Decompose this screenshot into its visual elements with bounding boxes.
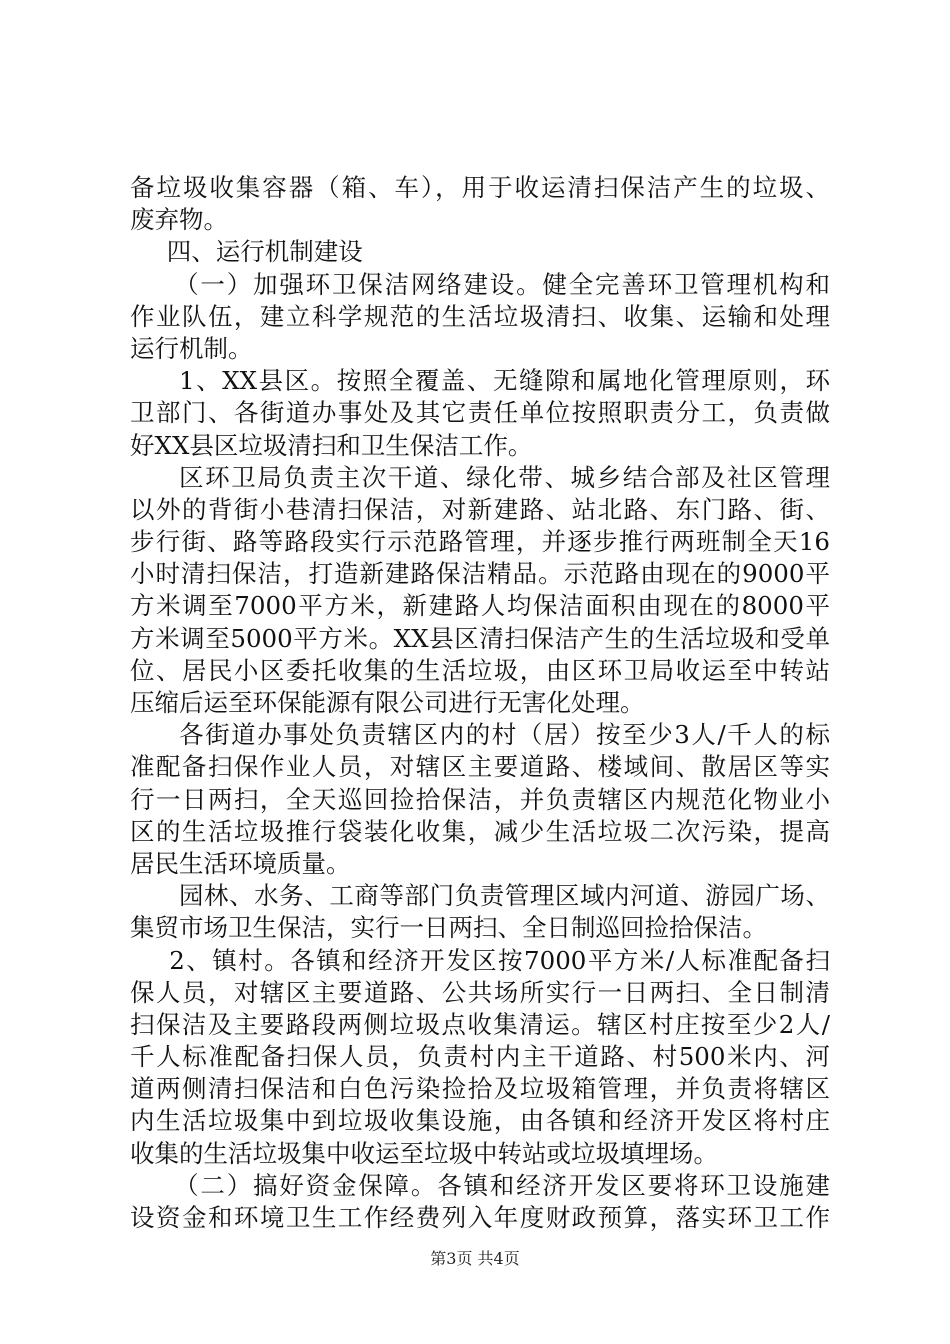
text-line: 保人员，对辖区主要道路、公共场所实行一日两扫、全日制清 <box>130 977 830 1007</box>
text-line: 设资金和环境卫生工作经费列入年度财政预算，落实环卫工作 <box>130 1203 830 1232</box>
text-line: 各街道办事处负责辖区内的村（居）按至少3人/千人的标 <box>179 720 830 750</box>
text-line: （二）搞好资金保障。各镇和经济开发区要将环卫设施建 <box>174 1170 830 1200</box>
text-line: 行一日两扫，全天巡回捡拾保洁，并负责辖区内规范化物业小 <box>130 784 830 814</box>
text-line: 位、居民小区委托收集的生活垃圾，由区环卫局收运至中转站 <box>130 655 830 685</box>
text-line: 以外的背街小巷清扫保洁，对新建路、站北路、东门路、街、 <box>130 494 830 524</box>
text-line: 千人标准配备扫保人员，负责村内主干道路、村500米内、河 <box>130 1042 830 1072</box>
text-line: 卫部门、各街道办事处及其它责任单位按照职责分工，负责做 <box>130 398 830 428</box>
text-line: 运行机制。 <box>130 333 253 363</box>
document-body <box>130 172 830 1234</box>
text-line: 方米调至7000平方米，新建路人均保洁面积由现在的8000平 <box>130 591 830 621</box>
text-line: 备垃圾收集容器（箱、车），用于收运清扫保洁产生的垃圾、 <box>130 173 830 202</box>
text-line: （一）加强环卫保洁网络建设。健全完善环卫管理机构和 <box>174 269 830 299</box>
text-line: 废弃物。 <box>130 205 228 235</box>
text-line: 区环卫局负责主次干道、绿化带、城乡结合部及社区管理 <box>179 462 830 492</box>
text-line: 小时清扫保洁，打造新建路保洁精品。示范路由现在的9000平 <box>130 559 830 589</box>
text-line: 内生活垃圾集中到垃圾收集设施，由各镇和经济开发区将村庄 <box>130 1106 830 1136</box>
text-line: 准配备扫保作业人员，对辖区主要道路、楼域间、散居区等实 <box>130 752 830 782</box>
text-line: 方米调至5000平方米。XX县区清扫保洁产生的生活垃圾和受单 <box>130 623 830 653</box>
text-line: 1、XX县区。按照全覆盖、无缝隙和属地化管理原则，环 <box>179 366 830 396</box>
text-line: 2、镇村。各镇和经济开发区按7000平方米/人标准配备扫 <box>169 945 830 975</box>
text-line: 四、运行机制建设 <box>166 237 363 267</box>
text-line: 步行街、路等路段实行示范路管理，并逐步推行两班制全天16 <box>130 527 830 557</box>
text-line: 集贸市场卫生保洁，实行一日两扫、全日制巡回捡拾保洁。 <box>130 913 767 943</box>
page-number-footer: 第3页 共4页 <box>430 1249 520 1268</box>
text-line: 道两侧清扫保洁和白色污染捡拾及垃圾箱管理，并负责将辖区 <box>130 1074 830 1104</box>
text-line: 好XX县区垃圾清扫和卫生保洁工作。 <box>130 430 533 460</box>
text-line: 扫保洁及主要路段两侧垃圾点收集清运。辖区村庄按至少2人/ <box>130 1009 830 1039</box>
text-line: 园林、水务、工商等部门负责管理区域内河道、游园广场、 <box>179 881 830 911</box>
text-line: 作业队伍，建立科学规范的生活垃圾清扫、收集、运输和处理 <box>130 301 830 331</box>
text-line: 收集的生活垃圾集中收运至垃圾中转站或垃圾填埋场。 <box>130 1138 718 1168</box>
text-line: 居民生活环境质量。 <box>130 848 351 878</box>
text-line: 压缩后运至环保能源有限公司进行无害化处理。 <box>130 688 645 717</box>
text-line: 区的生活垃圾推行袋装化收集，减少生活垃圾二次污染，提高 <box>130 816 830 846</box>
